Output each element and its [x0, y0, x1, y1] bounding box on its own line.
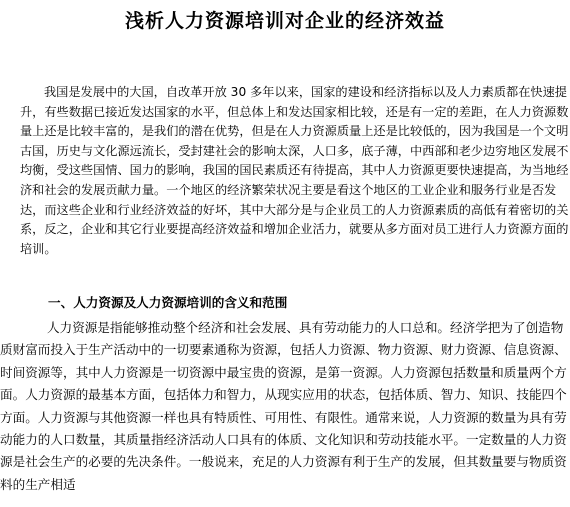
- section-heading: 一、人力资源及人力资源培训的含义和范围: [48, 295, 288, 310]
- body-paragraph: 人力资源是指能够推动整个经济和社会发展、具有劳动能力的人口总和。经济学把为了创造物质财富而投入于生产活动中的一切要素通称为资源，包括人力资源、物力资源、财力资源、信息资源、时间资源等，其中人力资源是一切资源中最宝贵的资源，是第一资源。人力资源包括数量和质量两个方面。人力资源的最基本方面，包括体力和智力，从现实应用的状态，包括体质、智力、知识、技能四个方面。人力资源与其他资源一样也具有特质性、可用性、有限性。通常来说，人力资源的数量为具有劳动能力的人口数量，其质量指经济活动人口具有的体质、文化知识和劳动技能水平。一定数量的人力资源是社会生产的必要的先决条件。一般说来，充足的人力资源有利于生产的发展，但其数量要与物质资料的生产相适: [0, 320, 567, 492]
- body-paragraph: 我国是发展中的大国，自改革开放 30 多年以来，国家的建设和经济指标以及人力素质都在快速提升，有些数据已接近发达国家的水平，但总体上和发达国家相比较，还是有一定的差距，在人力资源数量上还是比较丰富的，是我们的潜在优势，但是在人力资源质量上还是比较低的，因为我国是一个文明古国，历史与文化源远流长，受封建社会的影响太深，人口多，底子薄，中西部和老少边穷地区发展不均衡，受这些国情、国力的影响，我国的国民素质还有待提高，其中人力资源更要快速提高，为当地经济和社会的发展贡献力量。一个地区的经济繁荣状况主要是看这个地区的工业企业和服务行业是否发达，而这些企业和行业经济效益的好坏，其中大部分是与企业员工的人力资源素质的高低有着密切的关系，反之，企业和其它行业要提高经济效益和增加企业活力，就要从多方面对员工进行人力资源方面的培训。: [20, 85, 569, 256]
- document-title: 浅析人力资源培训对企业的经济效益: [124, 10, 445, 32]
